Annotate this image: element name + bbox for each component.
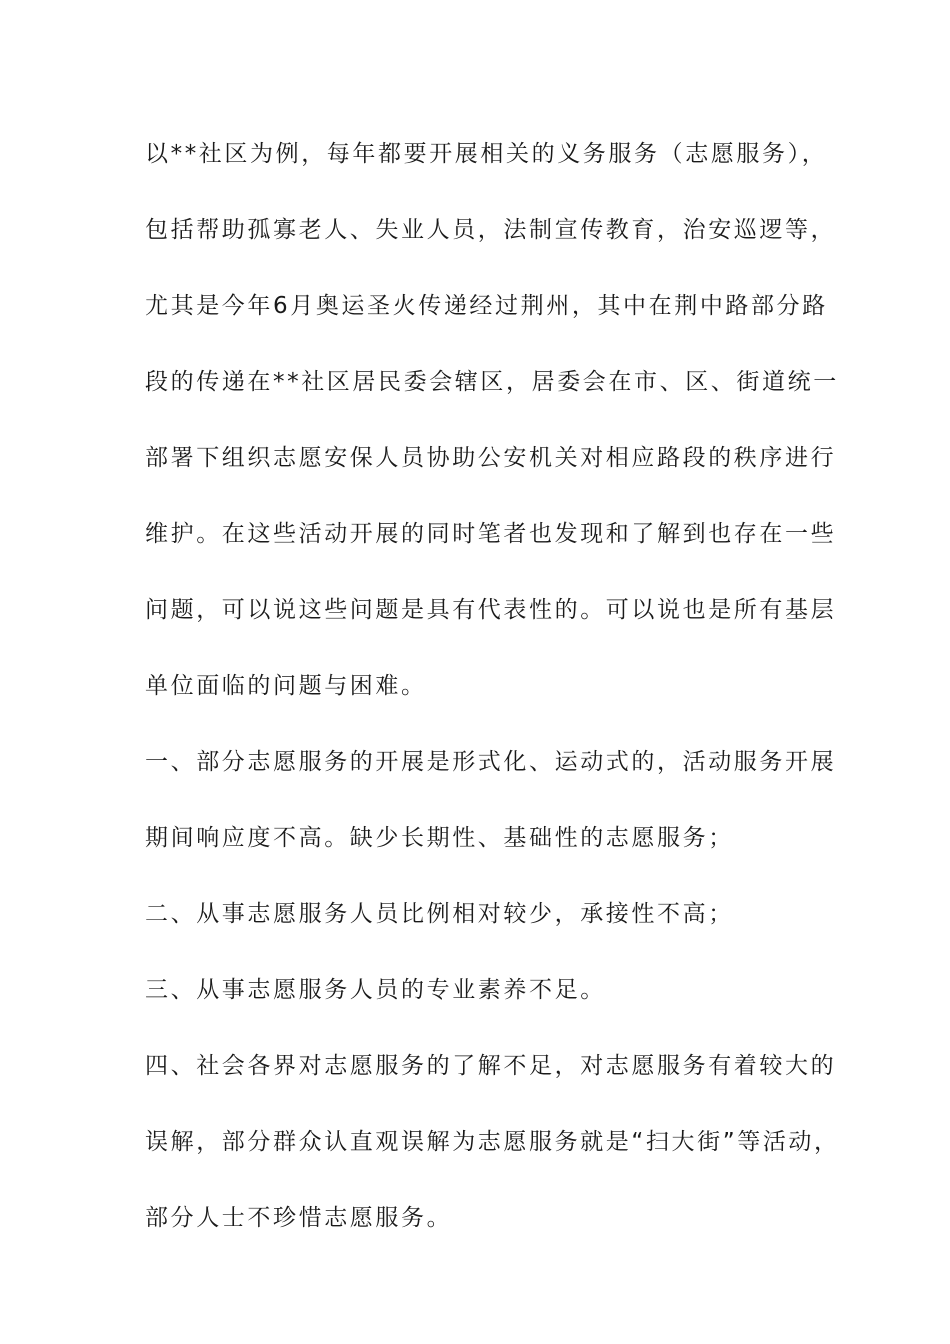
list-item-line: 期间响应度不高。缺少长期性、基础性的志愿服务； <box>145 825 734 851</box>
document-body <box>145 127 840 1267</box>
list-item-line: 三、从事志愿服务人员的专业素养不足。 <box>145 977 606 1003</box>
list-item-line: 四、社会各界对志愿服务的了解不足，对志愿服务有着较大的 <box>145 1053 837 1079</box>
paragraph-line: 问题，可以说这些问题是具有代表性的。可以说也是所有基层 <box>145 597 837 623</box>
list-item-line: 部分人士不珍惜志愿服务。 <box>145 1205 453 1231</box>
paragraph-line: 以**社区为例，每年都要开展相关的义务服务（志愿服务）， <box>145 141 828 167</box>
paragraph-line: 维护。在这些活动开展的同时笔者也发现和了解到也存在一些 <box>145 521 837 547</box>
list-item-line: 一、部分志愿服务的开展是形式化、运动式的，活动服务开展 <box>145 749 837 775</box>
paragraph-line: 单位面临的问题与困难。 <box>145 673 427 699</box>
paragraph-line: 包括帮助孤寡老人、失业人员，法制宣传教育，治安巡逻等， <box>145 217 837 243</box>
list-item-line: 误解，部分群众认直观误解为志愿服务就是“扫大街”等活动， <box>145 1129 840 1155</box>
paragraph-line: 段的传递在**社区居民委会辖区，居委会在市、区、街道统一 <box>145 369 839 395</box>
list-item-line: 二、从事志愿服务人员比例相对较少，承接性不高； <box>145 901 734 927</box>
paragraph-line: 部署下组织志愿安保人员协助公安机关对相应路段的秩序进行 <box>145 445 837 471</box>
paragraph-line: 尤其是今年6月奥运圣火传递经过荆州，其中在荆中路部分路 <box>145 293 828 319</box>
